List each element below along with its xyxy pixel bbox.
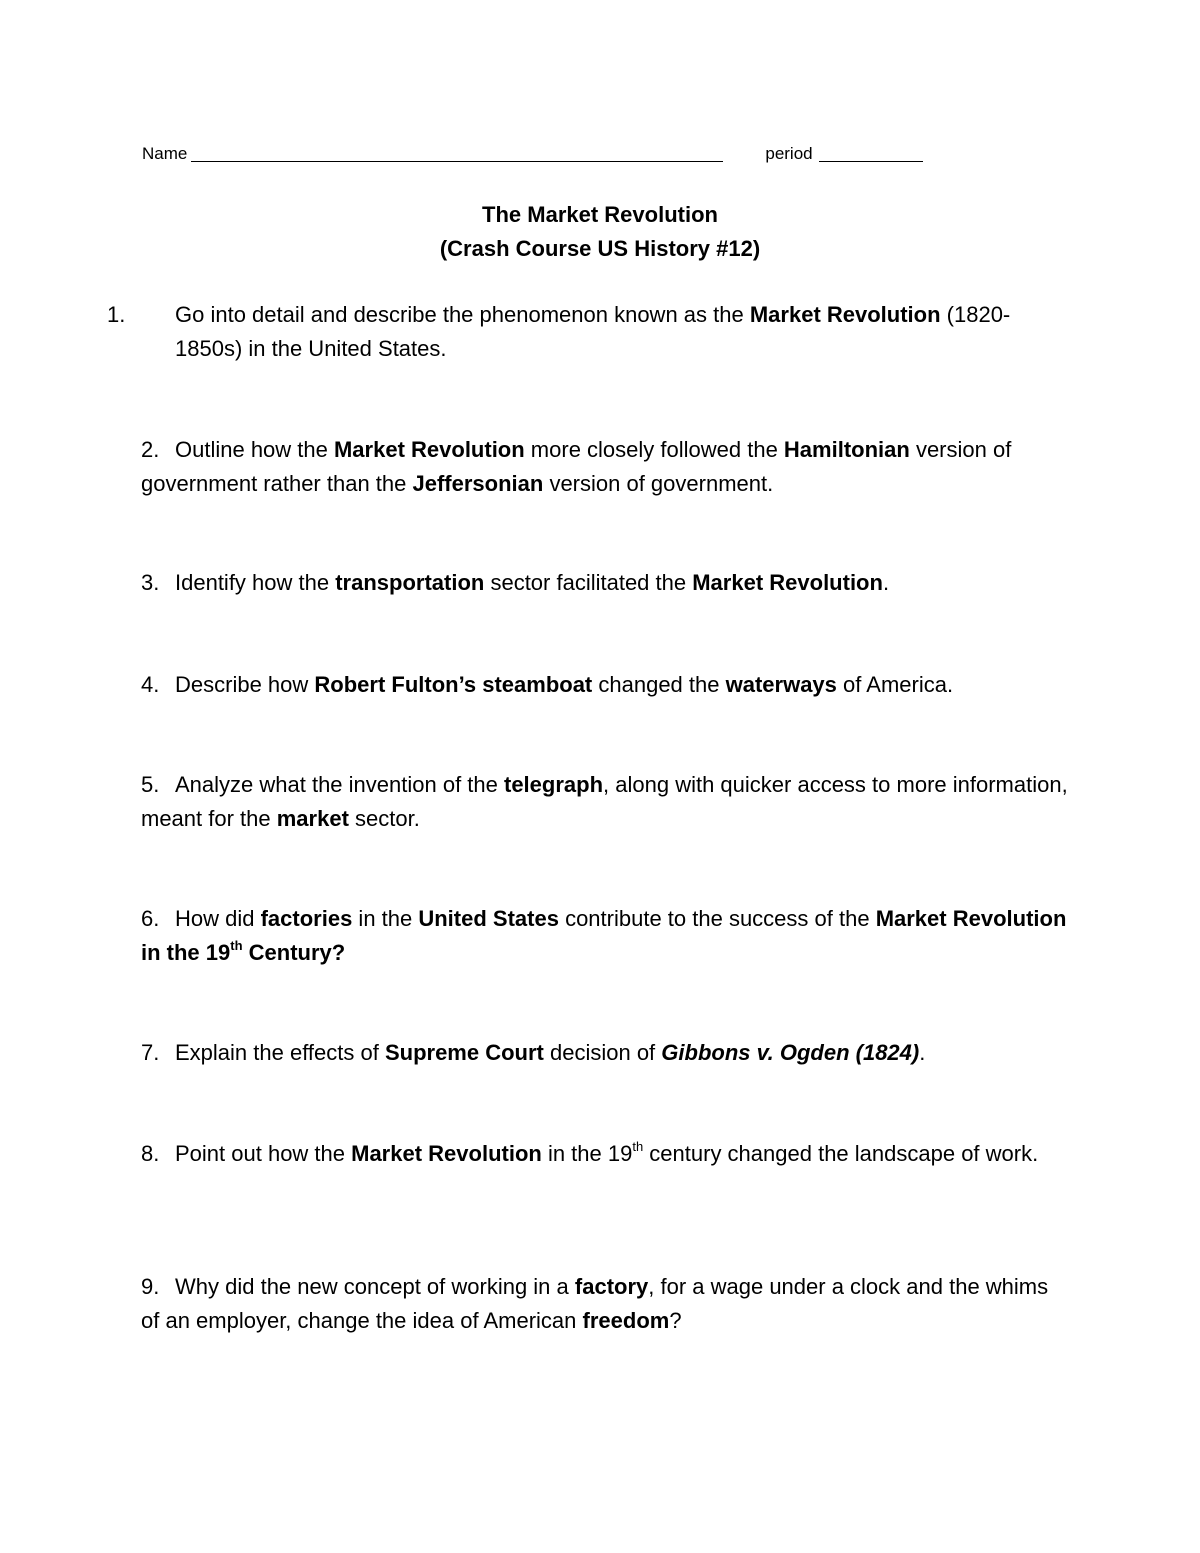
question-1: 1. Go into detail and describe the phenomenon known as the Market Revolution (1820-1850s) in the United States. (141, 298, 1071, 366)
question-9: 9. Why did the new concept of working in a factory, for a wage under a clock and the whims of an employer, change the idea of American freedom? (141, 1270, 1071, 1338)
question-number: 6. (141, 906, 160, 931)
question-number: 3. (141, 570, 160, 595)
question-5: 5. Analyze what the invention of the telegraph, along with quicker access to more information, meant for the market sector. (141, 768, 1071, 836)
worksheet-title: The Market Revolution (482, 202, 718, 227)
period-label: period (765, 144, 813, 163)
question-number: 5. (141, 772, 160, 797)
question-7: 7. Explain the effects of Supreme Court decision of Gibbons v. Ogden (1824). (141, 1036, 1071, 1070)
question-8: 8. Point out how the Market Revolution in the 19th century changed the landscape of work. (141, 1137, 1071, 1171)
question-number: 2. (141, 437, 160, 462)
name-label: Name (142, 144, 188, 163)
question-number: 1. (107, 302, 126, 327)
question-4: 4. Describe how Robert Fulton’s steamboat changed the waterways of America. (141, 668, 1071, 702)
worksheet-subtitle: (Crash Course US History #12) (439, 236, 761, 261)
question-number: 8. (141, 1141, 160, 1166)
name-blank[interactable] (191, 143, 723, 162)
period-blank[interactable] (819, 143, 923, 162)
question-2: 2. Outline how the Market Revolution more closely followed the Hamiltonian version of government rather than the Jeffersonian version of government. (141, 433, 1071, 501)
question-6: 6. How did factories in the United States contribute to the success of the Market Revolution in the 19th Century? (141, 902, 1071, 970)
name-period-line (142, 142, 962, 166)
question-number: 7. (141, 1040, 160, 1065)
question-number: 4. (141, 672, 160, 697)
question-number: 9. (141, 1274, 160, 1299)
question-3: 3. Identify how the transportation sector facilitated the Market Revolution. (141, 566, 1071, 600)
